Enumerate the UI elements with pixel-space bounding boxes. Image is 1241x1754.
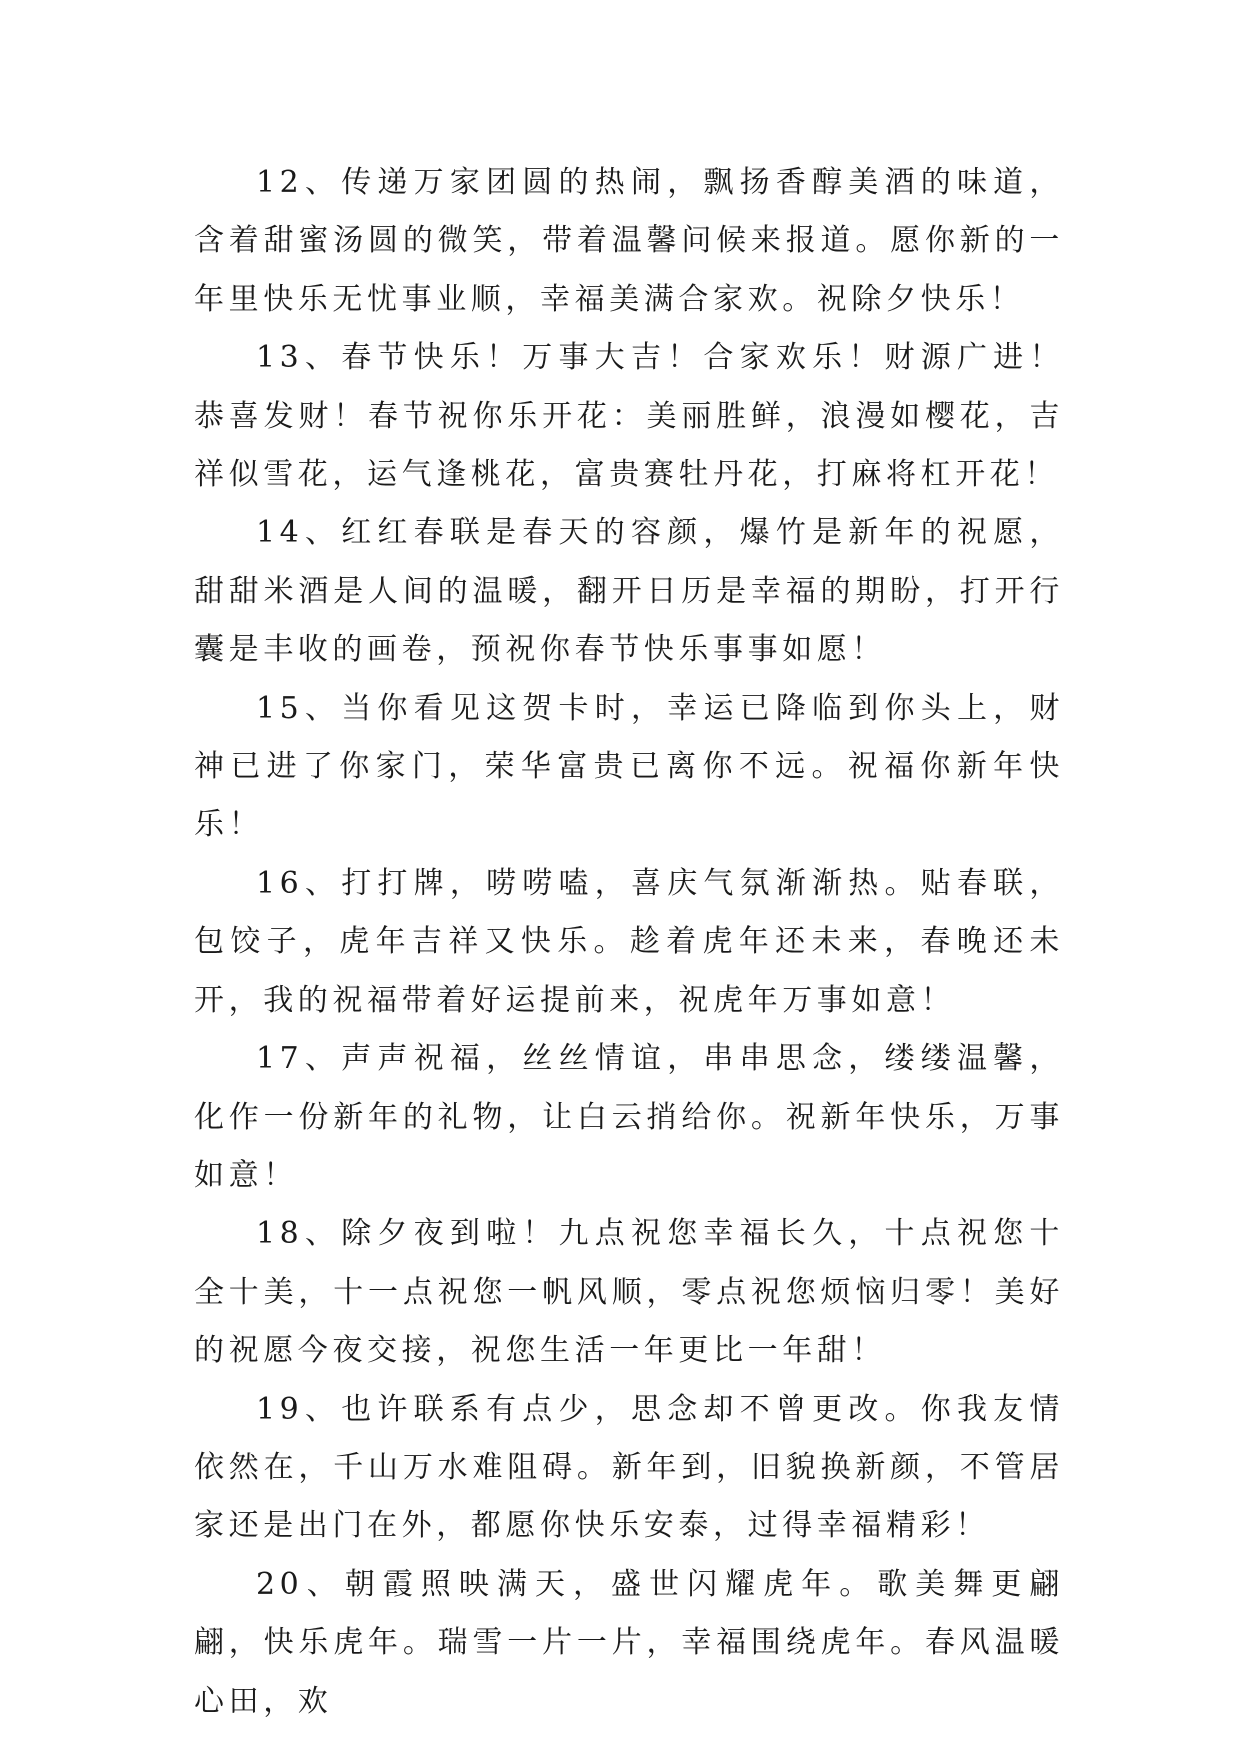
paragraph-18: 18、除夕夜到啦！九点祝您幸福长久，十点祝您十全十美，十一点祝您一帆风顺，零点祝您烦恼归零！美好的祝愿今夜交接，祝您生活一年更比一年甜！ — [194, 1216, 1064, 1369]
paragraph-13: 13、春节快乐！万事大吉！合家欢乐！财源广进！恭喜发财！春节祝你乐开花：美丽胜鲜，浪漫如樱花，吉祥似雪花，运气逢桃花，富贵赛牡丹花，打麻将杠开花！ — [194, 340, 1064, 493]
paragraph-15: 15、当你看见这贺卡时，幸运已降临到你头上，财神已进了你家门，荣华富贵已离你不远。祝福你新年快乐！ — [194, 690, 1064, 843]
paragraph-17: 17、声声祝福，丝丝情谊，串串思念，缕缕温馨，化作一份新年的礼物，让白云捎给你。祝新年快乐，万事如意！ — [194, 1041, 1064, 1193]
paragraph-12: 12、传递万家团圆的热闹，飘扬香醇美酒的味道，含着甜蜜汤圆的微笑，带着温馨问候来报道。愿你新的一年里快乐无忧事业顺，幸福美满合家欢。祝除夕快乐！ — [194, 165, 1064, 317]
paragraph-16: 16、打打牌，唠唠嗑，喜庆气氛渐渐热。贴春联，包饺子，虎年吉祥又快乐。趁着虎年还未来，春晚还未开，我的祝福带着好运提前来，祝虎年万事如意！ — [194, 865, 1064, 1018]
paragraph-14: 14、红红春联是春天的容颜，爆竹是新年的祝愿，甜甜米酒是人间的温暖，翻开日历是幸福的期盼，打开行囊是丰收的画卷，预祝你春节快乐事事如愿！ — [194, 515, 1064, 668]
paragraph-20: 20、朝霞照映满天，盛世闪耀虎年。歌美舞更翩翩，快乐虎年。瑞雪一片一片，幸福围绕虎年。春风温暖心田，欢 — [194, 1566, 1064, 1719]
document-body — [194, 154, 1064, 1731]
paragraph-19: 19、也许联系有点少，思念却不曾更改。你我友情依然在，千山万水难阻碍。新年到，旧貌换新颜，不管居家还是出门在外，都愿你快乐安泰，过得幸福精彩！ — [194, 1391, 1064, 1544]
